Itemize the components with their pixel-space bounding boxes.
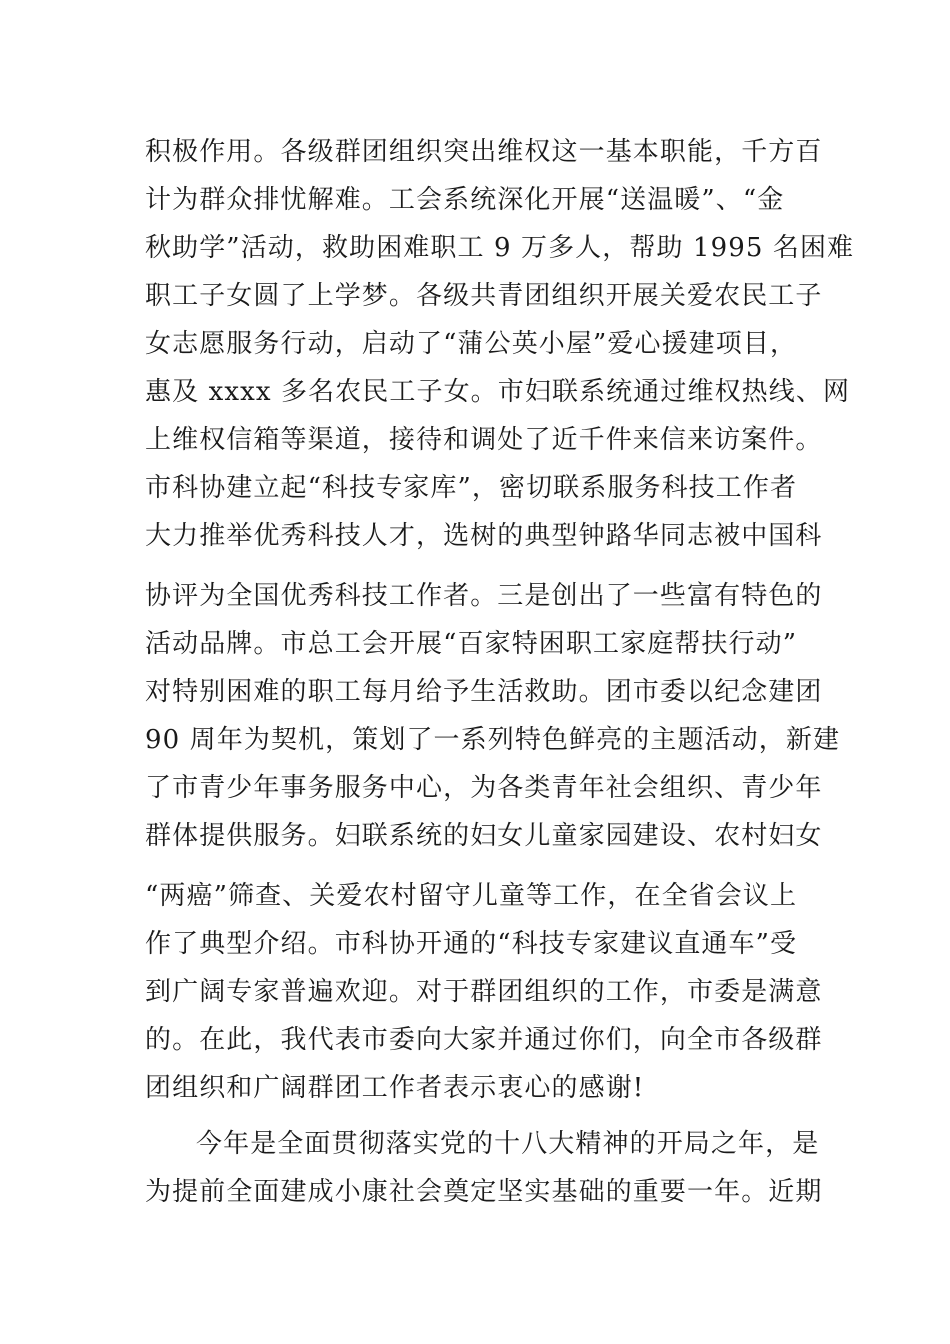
text-line: 活动品牌。市总工会开展“百家特困职工家庭帮扶行动” <box>145 629 798 659</box>
text-line: 作了典型介绍。市科协开通的“科技专家建议直通车”受 <box>145 929 798 959</box>
text-line: “两癌”筛查、关爱农村留守儿童等工作，在全省会议上 <box>145 881 798 911</box>
text-line: 90 周年为契机，策划了一系列特色鲜亮的主题活动，新建 <box>145 725 841 755</box>
text-line: 协评为全国优秀科技工作者。三是创出了一些富有特色的 <box>145 581 823 611</box>
text-line: 到广阔专家普遍欢迎。对于群团组织的工作，市委是满意 <box>145 977 823 1007</box>
text-line: 女志愿服务行动，启动了“蒲公英小屋”爱心援建项目， <box>145 329 798 359</box>
text-line: 对特别困难的职工每月给予生活救助。团市委以纪念建团 <box>145 677 823 707</box>
text-line: 惠及 xxxx 多名农民工子女。市妇联系统通过维权热线、网 <box>145 377 851 407</box>
text-line: 的。在此，我代表市委向大家并通过你们，向全市各级群 <box>145 1025 823 1055</box>
text-line: 积极作用。各级群团组织突出维权这一基本职能，千方百 <box>145 137 823 167</box>
text-line: 计为群众排忧解难。工会系统深化开展“送温暖”、“金 <box>145 185 785 215</box>
text-line: 为提前全面建成小康社会奠定坚实基础的重要一年。近期 <box>145 1177 823 1207</box>
text-line: 大力推举优秀科技人才，选树的典型钟路华同志被中国科 <box>145 521 823 551</box>
text-line: 市科协建立起“科技专家库”，密切联系服务科技工作者 <box>145 473 798 503</box>
text-line: 秋助学”活动，救助困难职工 9 万多人，帮助 1995 名困难 <box>145 233 855 263</box>
text-line: 团组织和广阔群团工作者表示衷心的感谢! <box>145 1073 645 1103</box>
text-line: 了市青少年事务服务中心，为各类青年社会组织、青少年 <box>145 773 823 803</box>
text-line: 群体提供服务。妇联系统的妇女儿童家园建设、农村妇女 <box>145 821 823 851</box>
text-line: 上维权信箱等渠道，接待和调处了近千件来信来访案件。 <box>145 425 823 455</box>
text-line: 职工子女圆了上学梦。各级共青团组织开展关爱农民工子 <box>145 281 823 311</box>
text-line: 今年是全面贯彻落实党的十八大精神的开局之年，是 <box>196 1129 820 1159</box>
